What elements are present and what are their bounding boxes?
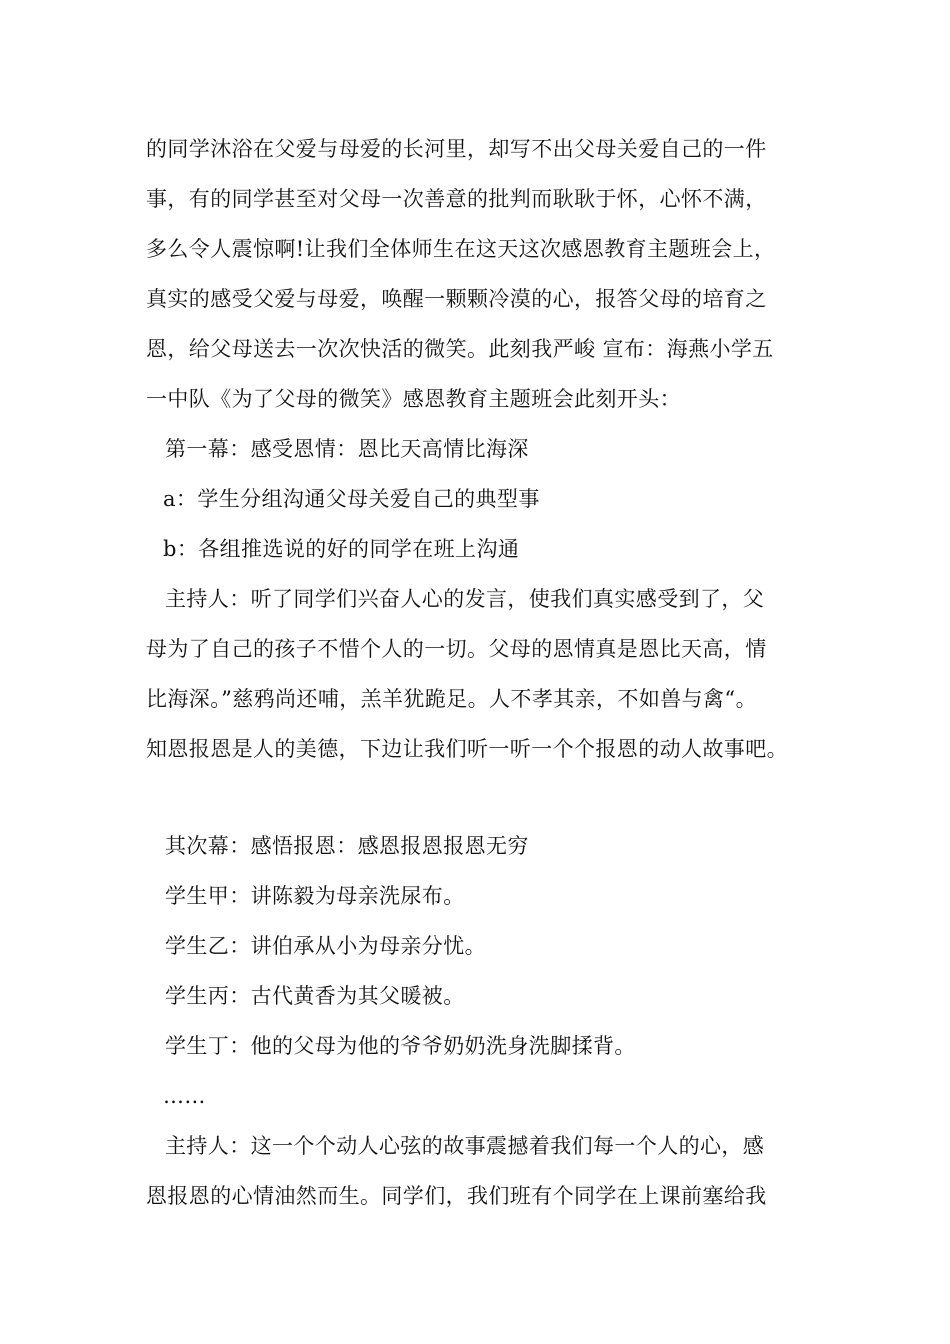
paragraph-line: 恩报恩的心情油然而生。同学们，我们班有个同学在上课前塞给我 bbox=[146, 1184, 767, 1208]
host-speech-line: 主持人：听了同学们兴奋人心的发言，使我们真实感受到了，父 bbox=[165, 587, 765, 611]
paragraph-line: 恩，给父母送去一次次快活的微笑。此刻我严峻 宣布：海燕小学五 bbox=[146, 337, 774, 361]
list-item: a：学生分组沟通父母关爱自己的典型事 bbox=[163, 487, 540, 511]
paragraph-line: 多么令人震惊啊!让我们全体师生在这天这次感恩教育主题班会上， bbox=[146, 237, 776, 261]
paragraph-line: 的同学沐浴在父爱与母爱的长河里，却写不出父母关爱自己的一件 bbox=[146, 137, 767, 161]
list-item: b：各组推选说的好的同学在班上沟通 bbox=[163, 537, 520, 561]
section-heading-act-one: 第一幕：感受恩情：恩比天高情比海深 bbox=[165, 437, 529, 461]
paragraph-line: 比海深。”慈鸦尚还哺，羔羊犹跪足。人不孝其亲，不如兽与禽“。 bbox=[146, 687, 757, 711]
paragraph-line: 知恩报恩是人的美德，下边让我们听一听一个个报恩的动人故事吧。 bbox=[146, 737, 788, 761]
student-line: 学生乙：讲伯承从小为母亲分忧。 bbox=[165, 934, 486, 958]
paragraph-line: 真实的感受父爱与母爱，唤醒一颗颗冷漠的心，报答父母的培育之 bbox=[146, 287, 767, 311]
paragraph-line: 事，有的同学甚至对父母一次善意的批判而耿耿于怀，心怀不满， bbox=[146, 187, 767, 211]
paragraph-line: 母为了自己的孩子不惜个人的一切。父母的恩情真是恩比天高，情 bbox=[146, 637, 767, 661]
student-line: 学生丁：他的父母为他的爷爷奶奶洗身洗脚揉背。 bbox=[165, 1034, 636, 1058]
ellipsis-line: …… bbox=[163, 1084, 206, 1108]
student-line: 学生丙：古代黄香为其父暖被。 bbox=[165, 984, 465, 1008]
paragraph-line: 一中队《为了父母的微笑》感恩教育主题班会此刻开头： bbox=[146, 387, 681, 411]
student-line: 学生甲：讲陈毅为母亲洗尿布。 bbox=[165, 884, 465, 908]
section-heading-act-two: 其次幕：感悟报恩：感恩报恩报恩无穷 bbox=[165, 834, 529, 858]
host-speech-line: 主持人：这一个个动人心弦的故事震撼着我们每一个人的心，感 bbox=[165, 1134, 765, 1158]
